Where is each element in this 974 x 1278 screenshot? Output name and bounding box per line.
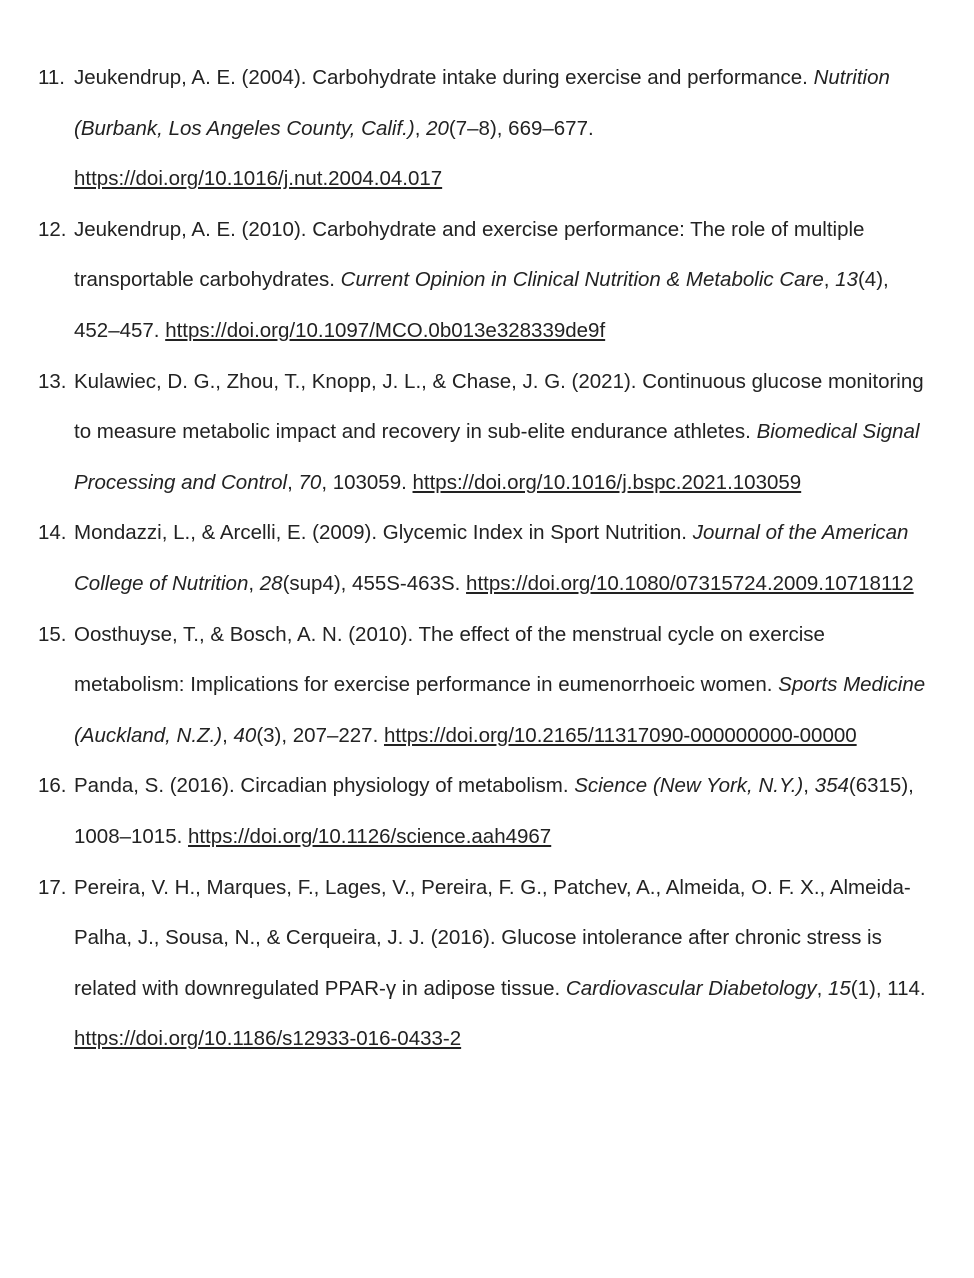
reference-volume: 40: [233, 723, 257, 747]
reference-authors-year: Kulawiec, D. G., Zhou, T., Knopp, J. L., & Chase, J. G. (2021).: [74, 369, 643, 393]
reference-volume: 70: [298, 470, 322, 494]
reference-item: [0, 508, 974, 609]
reference-volume: 354: [814, 774, 849, 798]
reference-volume: 20: [426, 116, 449, 140]
reference-journal: Sports Medicine (Auckland, N.Z.): [74, 673, 926, 747]
reference-journal: Cardiovascular Diabetology: [565, 976, 817, 1000]
reference-authors-year: Jeukendrup, A. E. (2004).: [74, 66, 313, 89]
reference-volume: 13: [835, 268, 858, 292]
reference-volume: 28: [259, 571, 283, 595]
reference-title: The effect of the menstrual cycle on exercise metabolism: Implications for exercise performance in eumenorrhoeic women.: [74, 622, 825, 697]
reference-text: [74, 357, 934, 509]
reference-title: Circadian physiology of metabolism.: [240, 774, 575, 798]
reference-separator: ,: [414, 116, 427, 140]
reference-item: [0, 205, 974, 357]
reference-text: [74, 53, 934, 205]
reference-volume: 15: [827, 976, 851, 1000]
reference-journal: Science (New York, N.Y.): [574, 774, 804, 798]
reference-text: [74, 508, 934, 609]
reference-title: Carbohydrate intake during exercise and performance.: [312, 66, 814, 89]
reference-title: Continuous glucose monitoring to measure metabolic impact and recovery in sub-elite endurance athletes.: [74, 369, 924, 444]
reference-details: (4), 452–457.: [74, 268, 889, 342]
reference-number: 12.: [38, 217, 67, 241]
reference-separator: ,: [816, 976, 828, 1000]
reference-text: [74, 610, 934, 762]
reference-details: , 103059.: [321, 470, 413, 494]
reference-number: 11.: [38, 66, 65, 89]
reference-authors-year: Mondazzi, L., & Arcelli, E. (2009).: [74, 521, 383, 545]
reference-number: 14.: [38, 521, 67, 545]
reference-item: [0, 761, 974, 862]
reference-text: [74, 761, 934, 862]
reference-details: (6315), 1008–1015.: [74, 774, 914, 848]
reference-doi-link[interactable]: https://doi.org/10.1080/07315724.2009.10718112: [466, 571, 914, 595]
reference-separator: ,: [287, 470, 299, 494]
reference-number: 13.: [38, 369, 67, 393]
reference-doi-link[interactable]: https://doi.org/10.1016/j.bspc.2021.103059: [412, 470, 802, 494]
reference-details: (sup4), 455S-463S.: [282, 571, 467, 595]
reference-title: Glucose intolerance after chronic stress is related with downregulated PPAR-γ in adipose tissue.: [74, 926, 882, 1000]
reference-text: [74, 863, 934, 1065]
reference-journal: Current Opinion in Clinical Nutrition & Metabolic Care: [340, 268, 824, 292]
reference-journal: Biomedical Signal Processing and Control: [74, 420, 920, 494]
reference-separator: ,: [248, 571, 260, 595]
reference-authors-year: Jeukendrup, A. E. (2010).: [74, 217, 313, 241]
reference-doi-link[interactable]: https://doi.org/10.1186/s12933-016-0433-2: [74, 1027, 462, 1051]
reference-item: [0, 357, 974, 509]
reference-title: Glycemic Index in Sport Nutrition.: [382, 521, 693, 545]
reference-doi-link[interactable]: https://doi.org/10.1016/j.nut.2004.04.017: [74, 167, 443, 191]
reference-details: (3), 207–227.: [256, 723, 384, 747]
reference-number: 16.: [38, 774, 67, 798]
reference-details: (1), 114.: [850, 976, 926, 1000]
reference-separator: ,: [823, 268, 836, 292]
reference-number: 17.: [38, 875, 67, 899]
reference-item: [0, 53, 974, 205]
reference-journal: Nutrition (Burbank, Los Angeles County, Calif.): [74, 66, 890, 140]
reference-list: [0, 53, 974, 1065]
reference-doi-link[interactable]: https://doi.org/10.1126/science.aah4967: [188, 824, 552, 848]
reference-separator: ,: [803, 774, 815, 798]
reference-doi-link[interactable]: https://doi.org/10.2165/11317090-000000000-00000: [383, 723, 857, 747]
reference-text: [74, 205, 934, 357]
reference-item: [0, 863, 974, 1065]
reference-journal: Journal of the American College of Nutrition: [74, 521, 909, 595]
reference-authors-year: Panda, S. (2016).: [74, 774, 241, 798]
reference-details: (7–8), 669–677.: [448, 116, 594, 140]
reference-separator: ,: [222, 723, 234, 747]
reference-authors-year: Pereira, V. H., Marques, F., Lages, V., Pereira, F. G., Patchev, A., Almeida, O. F. X., Almeida-Palha, J., Sousa, N., & Cerqueira, J. J. (2016).: [74, 875, 911, 950]
reference-number: 15.: [38, 622, 67, 646]
reference-item: [0, 610, 974, 762]
reference-authors-year: Oosthuyse, T., & Bosch, A. N. (2010).: [74, 622, 419, 646]
reference-title: Carbohydrate and exercise performance: The role of multiple transportable carbohydrates.: [74, 217, 865, 292]
reference-doi-link[interactable]: https://doi.org/10.1097/MCO.0b013e328339de9f: [165, 318, 606, 342]
